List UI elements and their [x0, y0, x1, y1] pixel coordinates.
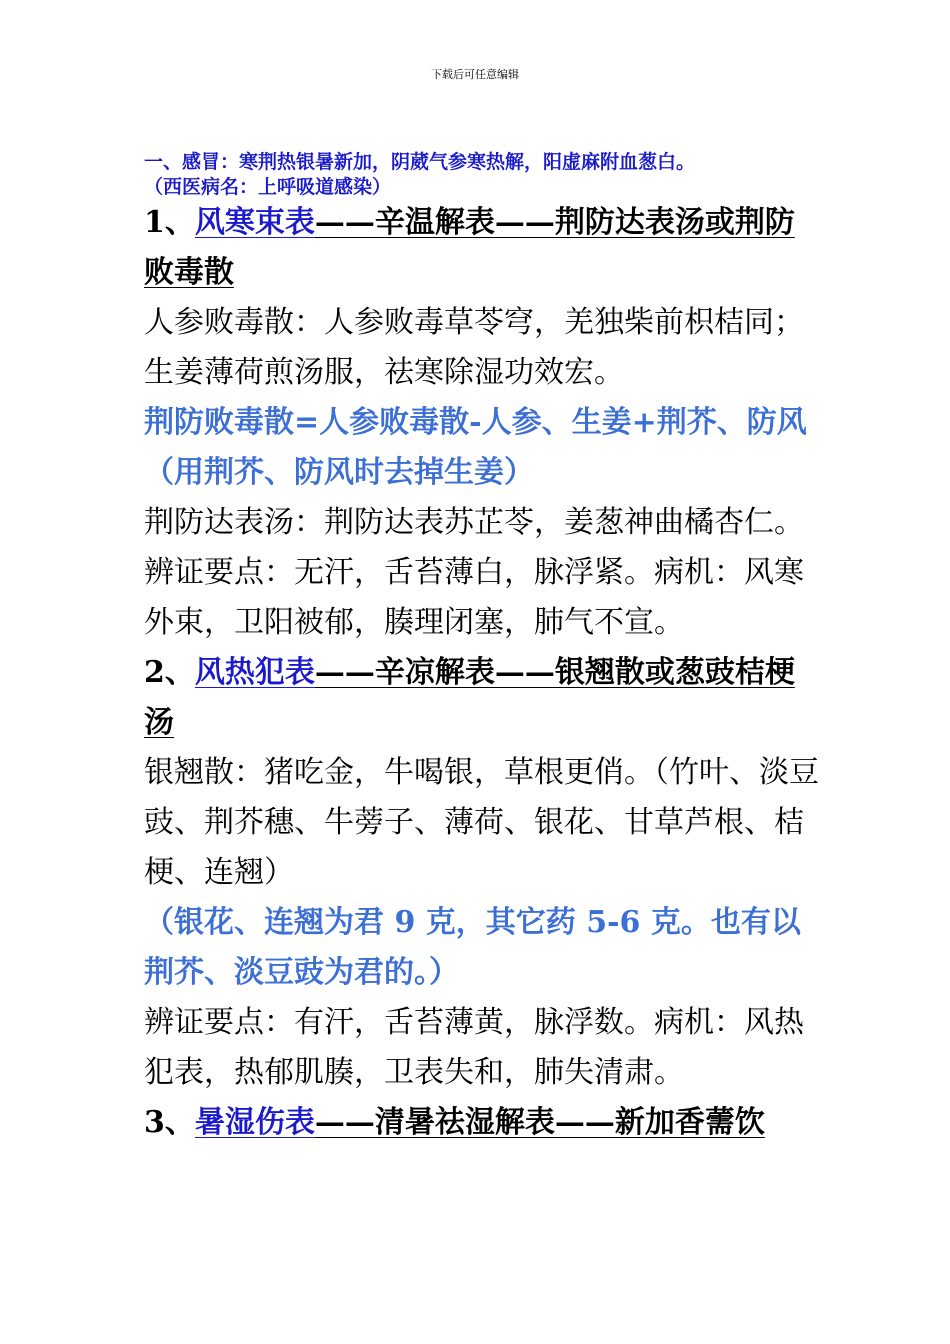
section-heading-line1: 一、感冒：寒荆热银暑新加，阴葳气参寒热解，阳虚麻附血葱白。: [144, 151, 696, 173]
type3-heading: [144, 1098, 820, 1148]
type1-key-points: 辨证要点：无汗，舌苔薄白，脉浮紧。病机：风寒外束，卫阳被郁，腠理闭塞，肺气不宣。: [144, 555, 804, 640]
type3-name-link[interactable]: 暑湿伤表: [194, 1105, 315, 1140]
type1-name-link[interactable]: 风寒束表: [194, 205, 315, 240]
type2-key-points: 辨证要点：有汗，舌苔薄黄，脉浮数。病机：风热犯表，热郁肌腠，卫表失和，肺失清肃。: [144, 1005, 804, 1090]
document-body: [144, 198, 820, 1148]
type1-note: 荆防败毒散=人参败毒散-人参、生姜+荆芥、防风（用荆芥、防风时去掉生姜）: [144, 405, 807, 490]
type3-number: 3、: [144, 1105, 195, 1140]
page-header: 下载后可任意编辑: [431, 68, 519, 81]
type2-name-link[interactable]: 风热犯表: [194, 655, 315, 690]
type3-treatment: ——清暑祛湿解表——新加香薷饮: [314, 1105, 765, 1140]
type2-number: 2、: [144, 655, 195, 690]
type2-treatment: ——辛凉解表——银翘散或葱豉桔梗汤: [144, 655, 795, 740]
type1-formula-verse: 人参败毒散：人参败毒草苓穹，羌独柴前枳桔同；生姜薄荷煎汤服，祛寒除湿功效宏。: [144, 305, 804, 390]
type1-formula-verse-2: 荆防达表汤：荆防达表苏芷苓，姜葱神曲橘杏仁。: [144, 505, 804, 540]
type1-treatment: ——辛温解表——荆防达表汤或荆防败毒散: [144, 205, 795, 290]
section-heading-line2: （西医病名：上呼吸道感染）: [144, 176, 392, 198]
type2-formula-verse: 银翘散：猪吃金，牛喝银，草根更俏。（竹叶、淡豆豉、荆芥穗、牛蒡子、薄荷、银花、甘草芦根、桔梗、连翘）: [144, 755, 819, 890]
type2-heading: [144, 648, 820, 748]
type1-number: 1、: [144, 205, 195, 240]
type2-note: （银花、连翘为君 9 克，其它药 5-6 克。也有以荆芥、淡豆豉为君的。）: [144, 905, 801, 990]
section-heading: [144, 150, 824, 200]
type1-heading: [144, 198, 820, 298]
